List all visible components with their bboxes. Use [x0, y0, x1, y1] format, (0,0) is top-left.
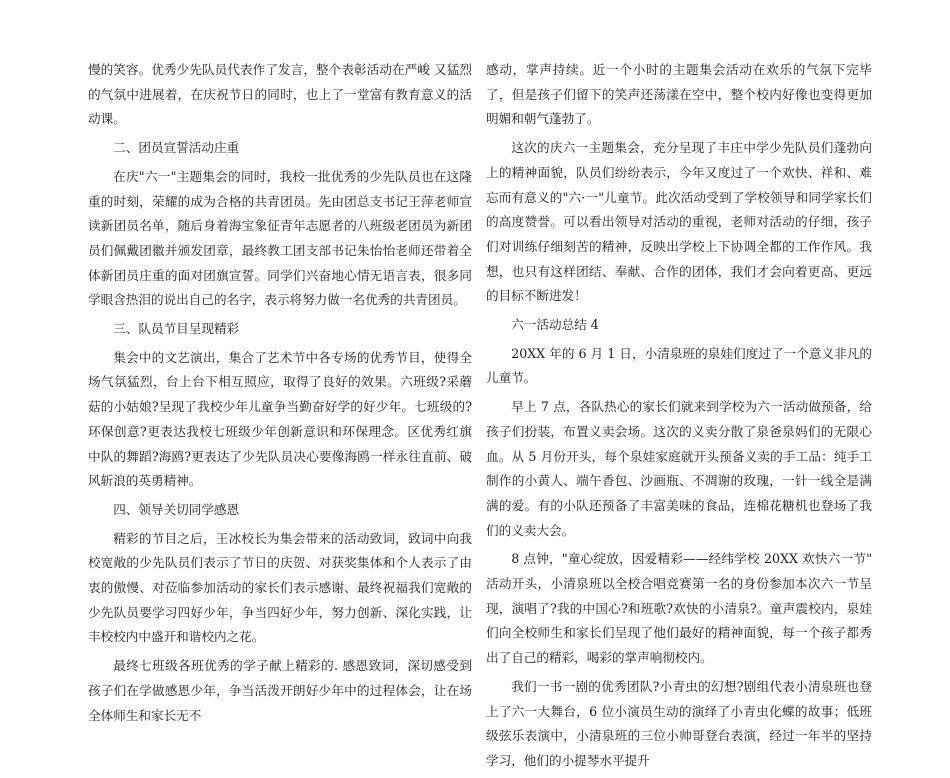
paragraph: 这次的庆六一主题集会，充分呈现了丰庄中学少先队员们蓬勃向上的精神面貌，队员们纷纷表示，今年又度过了一个欢快、祥和、难忘而有意义的"六·一"儿童节。此次活动受到了学校领导和同学家长们的高度赞誉。可以看出领导对活动的重视，老师对活动的仔细，孩子们对训练仔细刻苦的精神，反映出学校上下协调全都的工作作风。我想，也只有这样团结、奉献、合作的团体，我们才会向着更高、更远的目标不断进发！: [486, 140, 872, 304]
paragraph: 我们一书一剧的优秀团队?小青虫的幻想?剧组代表小清泉班也登上了六一大舞台，6 位小演员生动的演绎了小青虫化蝶的故事；低班级弦乐表演中，小清泉班的三位小帅哥登台表演，经过一年半的坚持学习，他们的小提琴水平提升: [486, 678, 872, 768]
paragraph: 集会中的文艺演出，集合了艺术节中各专场的优秀节目，使得全场气氛猛烈，台上台下相互照应，取得了良好的效果。六班级?采蘑菇的小姑娘?呈现了我校少年儿童争当勤奋好学的好少年。七班级的?环保创意?更表达我校七班级少年创新意识和环保理念。区优秀红旗中队的舞蹈?海鸥?更表达了少先队员决心要像海鸥一样永往直前、破风斩浪的英勇精神。: [88, 349, 472, 489]
paragraph: 精彩的节目之后，王冰校长为集会带来的活动致词，致词中向我校宽敞的少先队员们表示了节日的庆贺、对获奖集体和个人表示了由衷的傲慢、对莅临参加活动的家长们表示感谢、最终祝福我们宽敞的少先队员要学习四好少年，争当四好少年，努力创新、深化实践，让丰校校内中盛开和谐校内之花。: [88, 530, 472, 645]
section-heading: 二、团员宣誓活动庄重: [113, 140, 240, 156]
left-column: [88, 58, 472, 732]
section-heading: 六一活动总结 4: [511, 317, 599, 333]
section-heading: 三、队员节目呈现精彩: [113, 321, 240, 337]
paragraph: 慢的笑容。优秀少先队员代表作了发言，整个表彰活动在严峻 又猛烈的气氛中进展着，在庆祝节日的同时，也上了一堂富有教育意义的活动课。: [88, 62, 472, 127]
paragraph: 早上 7 点，各队热心的家长们就来到学校为六一活动做预备，给孩子们扮装，布置义卖会场。这次的义卖分散了泉爸泉妈们的无限心血。从 5 月份开头，每个泉娃家庭就开头预备义卖的手工品：纯手工制作的小黄人、端午香包、沙画瓶、不凋谢的玫瑰，一针一线全是满满的爱。有的小队还预备了丰富美味的食品，连棉花糖机也登场了我们的义卖大会。: [486, 399, 872, 538]
paragraph: 8 点钟，"童心绽放，因爱精彩——经纬学校 20XX 欢快六一节" 活动开头，小清泉班以全校合唱竞赛第一名的身份参加本次六一节呈现，演唱了?我的中国心?和班歌?欢快的小清泉?。童声震校内，泉娃们向全校师生和家长们呈现了他们最好的精神面貌，每一个孩子都秀出了自己的精彩，喝彩的掌声响彻校内。: [486, 551, 872, 666]
section-heading: 四、领导关切同学感恩: [113, 501, 240, 517]
paragraph: 感动，掌声持续。近一个小时的主题集会活动在欢乐的气氛下完毕了，但是孩子们留下的笑声还荡漾在空中，整个校内好像也变得更加明媚和朝气蓬勃了。: [486, 62, 872, 127]
right-column: [486, 58, 872, 778]
paragraph: 20XX 年的 6 月 1 日，小清泉班的泉娃们度过了一个意义非凡的儿童节。: [486, 345, 872, 386]
paragraph: 最终七班级各班优秀的学子献上精彩的. 感恩致词，深切感受到孩子们在学做感恩少年，争当活泼开朗好少年中的过程体会，让在场全体师生和家长无不: [88, 658, 472, 723]
paragraph: 在庆"六一"主题集会的同时，我校一批优秀的少先队员也在这隆重的时刻，荣耀的成为合格的共青团员。先由团总支书记王萍老师宣读新团员名单，随后身着海宝象征青年志愿者的八班级老团员为新团员们佩戴团徽并颁发团章，最终教工团支部书记朱怡怡老师还带着全体新团员庄重的面对团旗宣誓。同学们兴奋地心情无语言表，很多同学眼含热泪的说出自己的名字，表示将努力做一名优秀的共青团员。: [88, 168, 472, 308]
